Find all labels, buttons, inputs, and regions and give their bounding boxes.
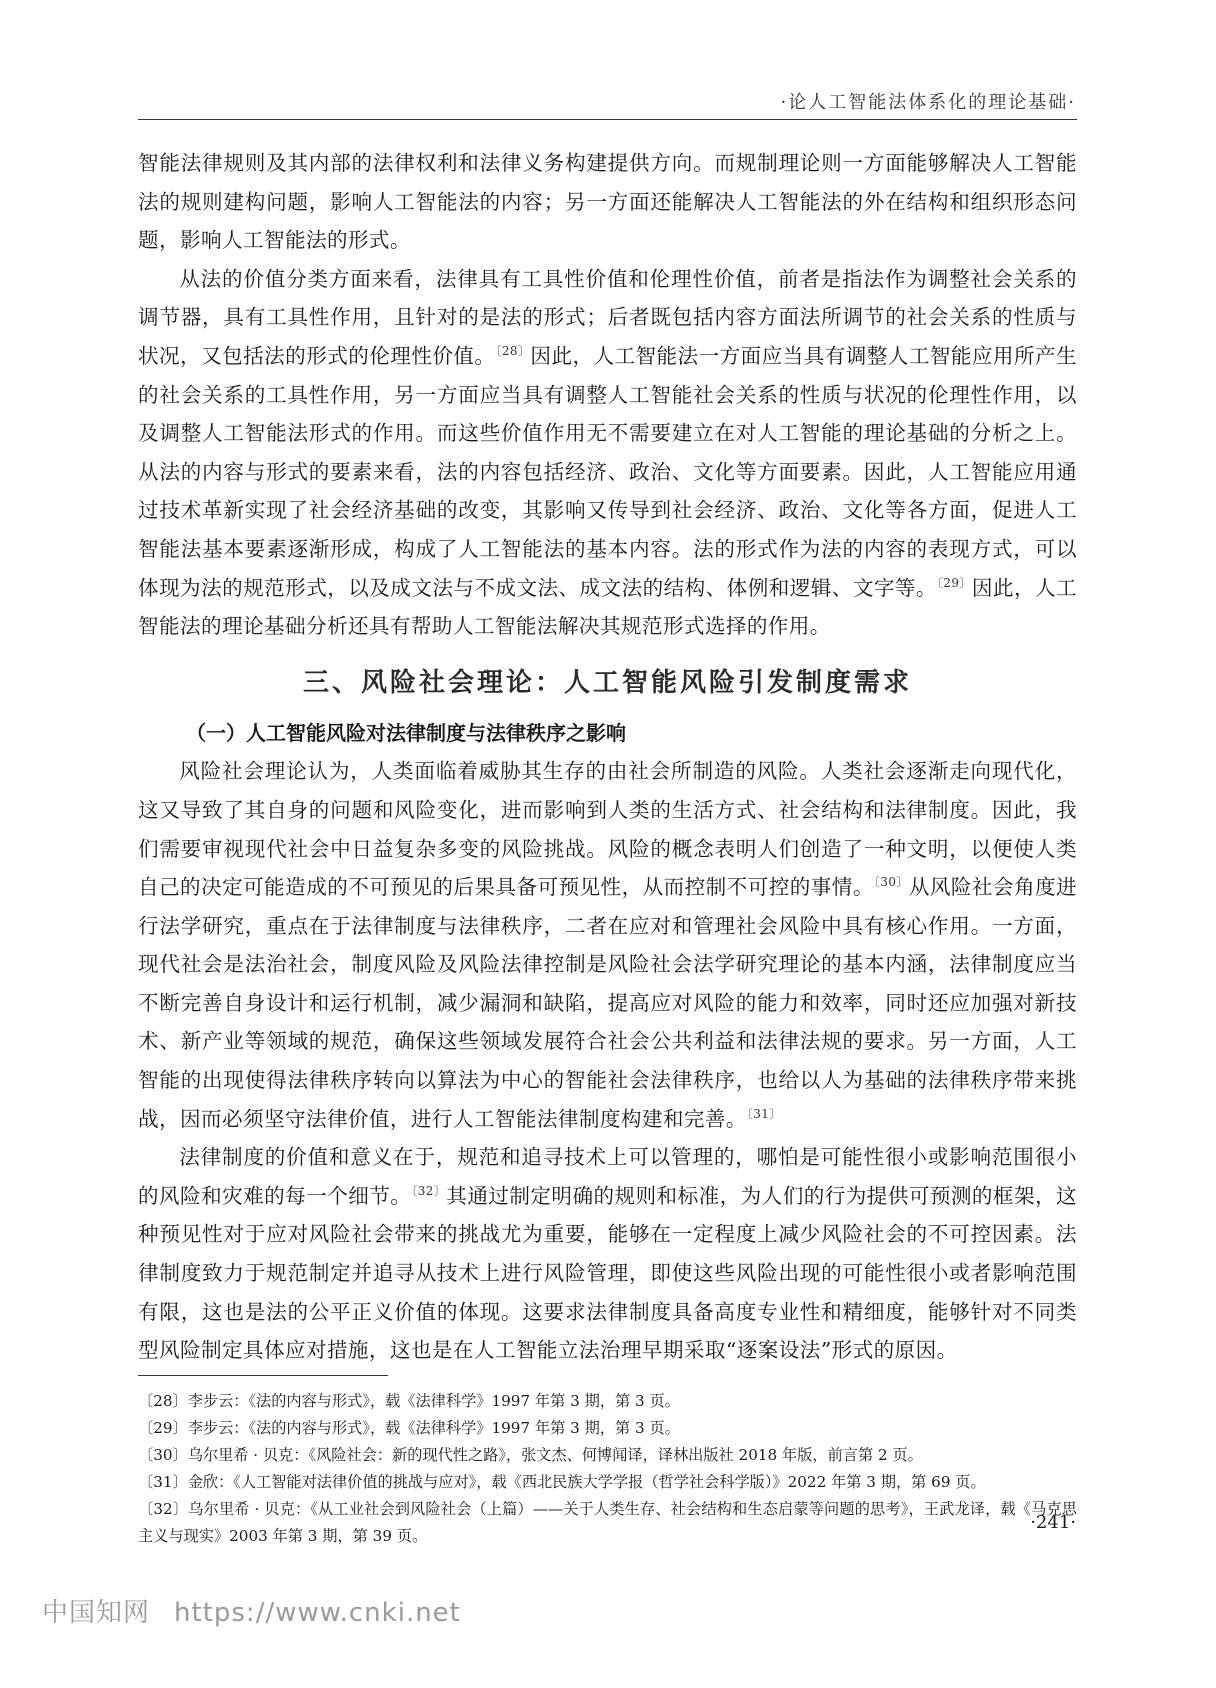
paragraph-text: 从风险社会角度进行法学研究，重点在于法律制度与法律秩序，二者在应对和管理社会风险中具有核心作用。一方面，现代社会是法治社会，制度风险及风险法律控制是风险社会法学研究理论的基本内涵，法律制度应当不断完善自身设计和运行机制，减少漏洞和缺陷，提高应对风险的能力和效率，同时还应加强对新技术、新产业等领域的规范，确保这些领域发展符合社会公共利益和法律法规的要求。另一方面，人工智能的出现使得法律秩序转向以算法为中心的智能社会法律秩序，也给以人为基础的法律秩序带来挑战，因而必须坚守法律价值，进行人工智能法律制度构建和完善。 [138, 875, 1077, 1131]
body-paragraph [138, 752, 1077, 1138]
paragraph-text: 其通过制定明确的规则和标准，为人们的行为提供可预测的框架，这种预见性对于应对风险社会带来的挑战尤为重要，能够在一定程度上减少风险社会的不可控因素。法律制度致力于规范制定并追寻从技术上进行风险管理，即使这些风险出现的可能性很小或者影响范围有限，这也是法的公平正义价值的体现。这要求法律制度具备高度专业性和精细度，能够针对不同类型风险制定具体应对措施，这也是在人工智能立法治理早期采取“逐案设法”形式的原因。 [138, 1183, 1078, 1363]
section-heading: 三、风险社会理论：人工智能风险引发制度需求 [302, 667, 912, 698]
citation-marker: 〔32〕 [411, 1183, 447, 1198]
watermark-brand: 中国知网 [42, 1598, 151, 1628]
cnki-watermark[interactable] [42, 1592, 461, 1629]
paragraph-text: 从法的价值分类方面来看，法律具有工具性价值和伦理性价值，前者是指法作为调整社会关系的调节器，具有工具性作用，且针对的是法的形式；后者既包括内容方面法所调节的社会关系的性质与状况，又包括法的形式的伦理性价值。 [138, 266, 1077, 368]
citation-marker: 〔28〕 [495, 344, 531, 359]
citation-marker: 〔29〕 [936, 575, 972, 590]
body-text [138, 144, 1077, 1370]
footnotes [138, 1388, 1077, 1550]
paragraph-text: 因此，人工智能法的理论基础分析还具有帮助人工智能法解决其规范形式选择的作用。 [138, 575, 1077, 639]
paragraphs-before [138, 144, 1077, 646]
footnote-item: 〔31〕金欣：《人工智能对法律价值的挑战与应对》，载《西北民族大学学报（哲学社会科学版）》2022 年第 3 期，第 69 页。 [138, 1473, 986, 1491]
page-number: ·241· [1030, 1512, 1076, 1533]
footnote-item: 〔32〕乌尔里希 · 贝克：《从工业社会到风险社会（上篇）——关于人类生存、社会结构和生态启蒙等问题的思考》，王武龙译，载《马克思主义与现实》2003 年第 3 期，第 39 页。 [138, 1500, 1077, 1545]
running-header: ·论人工智能法体系化的理论基础· [780, 92, 1076, 113]
citation-marker: 〔31〕 [746, 1106, 782, 1121]
paragraph-text: 风险社会理论认为，人类面临着威胁其生存的由社会所制造的风险。人类社会逐渐走向现代化，这又导致了其自身的问题和风险变化，进而影响到人类的生活方式、社会结构和法律制度。因此，我们需要审视现代社会中日益复杂多变的风险挑战。风险的概念表明人们创造了一种文明，以便使人类自己的决定可能造成的不可预见的后果具备可预见性，从而控制不可控的事情。 [138, 759, 1077, 900]
footnote-item: 〔28〕李步云：《法的内容与形式》，载《法律科学》1997 年第 3 期，第 3 页。 [138, 1392, 680, 1410]
body-paragraph [138, 1138, 1077, 1370]
paragraph-text: 法律制度的价值和意义在于，规范和追寻技术上可以管理的，哪怕是可能性很小或影响范围很小的风险和灾难的每一个细节。 [138, 1145, 1077, 1208]
paragraph-text: 智能法律规则及其内部的法律权利和法律义务构建提供方向。而规制理论则一方面能够解决人工智能法的规则建构问题，影响人工智能法的内容；另一方面还能解决人工智能法的外在结构和组织形态问题，影响人工智能法的形式。 [138, 151, 1077, 253]
paragraph-text: 因此，人工智能法一方面应当具有调整人工智能应用所产生的社会关系的工具性作用，另一方面应当具有调整人工智能社会关系的性质与状况的伦理性作用，以及调整人工智能法形式的作用。而这些价值作用无不需要建立在对人工智能的理论基础的分析之上。从法的内容与形式的要素来看，法的内容包括经济、政治、文化等方面要素。因此，人工智能应用通过技术革新实现了社会经济基础的改变，其影响又传导到社会经济、政治、文化等各方面，促进人工智能法基本要素逐渐形成，构成了人工智能法的基本内容。法的形式作为法的内容的表现方式，可以体现为法的规范形式，以及成文法与不成文法、成文法的结构、体例和逻辑、文字等。 [138, 343, 1077, 600]
header-rule [138, 119, 1077, 120]
subsection-heading: （一）人工智能风险对法律制度与法律秩序之影响 [186, 720, 626, 745]
body-paragraph [138, 260, 1077, 646]
paragraphs-after [138, 752, 1077, 1370]
watermark-url[interactable]: https://www.cnki.net [174, 1598, 461, 1628]
body-paragraph [138, 144, 1077, 260]
footnote-item: 〔30〕乌尔里希 · 贝克：《风险社会：新的现代性之路》，张文杰、何博闻译，译林出版社 2018 年版，前言第 2 页。 [138, 1446, 923, 1464]
footnote-item: 〔29〕李步云：《法的内容与形式》，载《法律科学》1997 年第 3 期，第 3 页。 [138, 1419, 680, 1437]
citation-marker: 〔30〕 [873, 875, 909, 890]
footnote-rule [138, 1375, 388, 1376]
